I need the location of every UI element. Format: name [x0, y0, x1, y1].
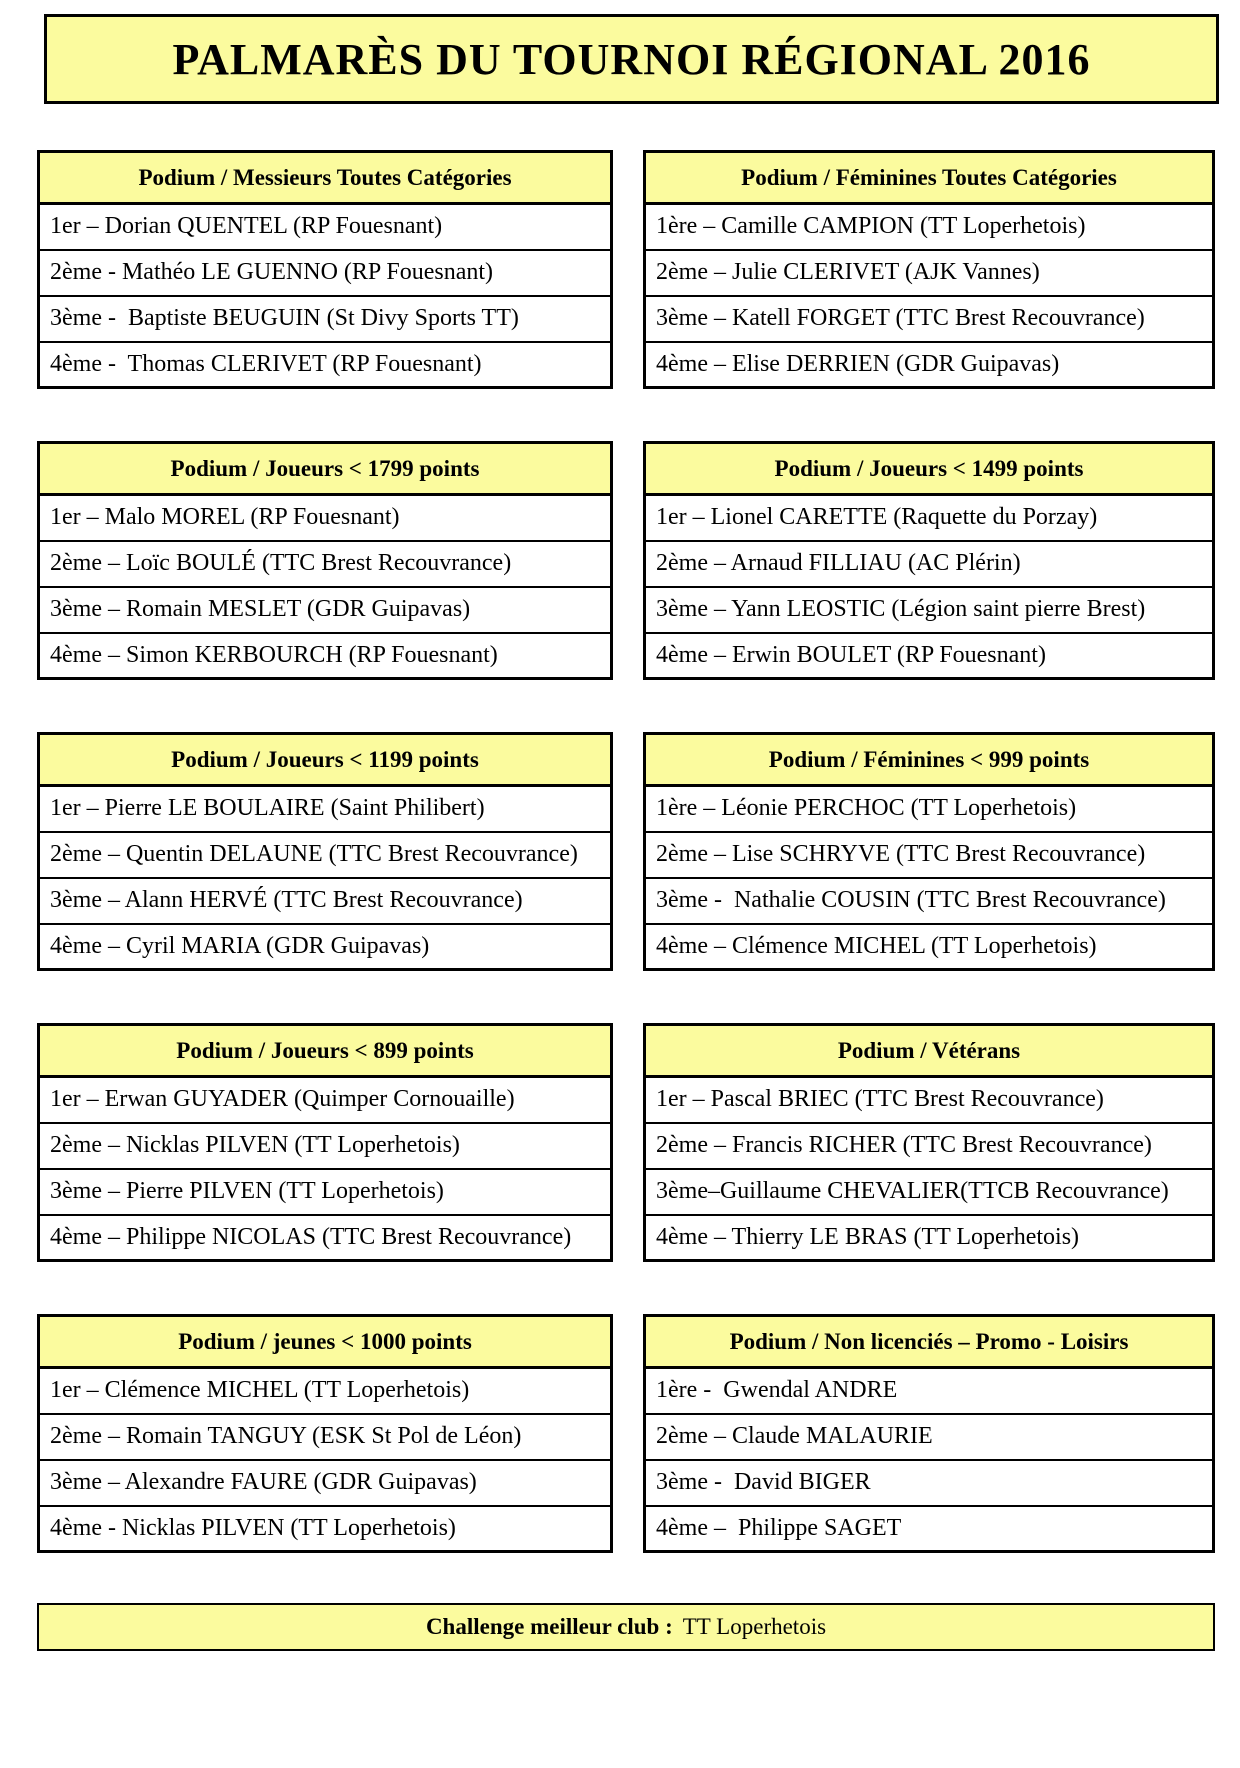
page-title-banner — [44, 14, 1219, 104]
podium-row: 1er – Dorian QUENTEL (RP Fouesnant) — [39, 204, 612, 250]
podium-row: 1er – Pierre LE BOULAIRE (Saint Philibert) — [39, 786, 612, 832]
podium-table-feminines-toutes-categories — [643, 150, 1215, 389]
podium-table-jeunes-1000 — [37, 1314, 613, 1553]
podium-table-non-licencies-promo-loisirs — [643, 1314, 1215, 1553]
podium-row: 3ème–Guillaume CHEVALIER(TTCB Recouvrance) — [645, 1169, 1214, 1215]
podium-table-joueurs-899 — [37, 1023, 613, 1262]
podium-row: 2ème – Quentin DELAUNE (TTC Brest Recouvrance) — [39, 832, 612, 878]
page-title: PALMARÈS DU TOURNOI RÉGIONAL 2016 — [172, 34, 1091, 84]
podium-row: 3ème – Alann HERVÉ (TTC Brest Recouvrance) — [39, 878, 612, 924]
podium-row: 4ème – Clémence MICHEL (TT Loperhetois) — [645, 924, 1214, 970]
podium-row: 1er – Clémence MICHEL (TT Loperhetois) — [39, 1368, 612, 1414]
best-club-value: TT Loperhetois — [682, 1614, 827, 1639]
podium-row: 1er – Pascal BRIEC (TTC Brest Recouvrance) — [645, 1077, 1214, 1123]
podium-row: 2ème – Loïc BOULÉ (TTC Brest Recouvrance) — [39, 541, 612, 587]
podium-row: 1ère - Gwendal ANDRE — [645, 1368, 1214, 1414]
podium-table-veterans — [643, 1023, 1215, 1262]
podium-row: 3ème – Yann LEOSTIC (Légion saint pierre Brest) — [645, 587, 1214, 633]
podium-table-header: Podium / Messieurs Toutes Catégories — [39, 152, 612, 204]
podium-table-feminines-999 — [643, 732, 1215, 971]
podium-row: 4ème – Thierry LE BRAS (TT Loperhetois) — [645, 1215, 1214, 1261]
podium-row: 4ème – Elise DERRIEN (GDR Guipavas) — [645, 342, 1214, 388]
podium-row: 2ème – Claude MALAURIE — [645, 1414, 1214, 1460]
podium-table-joueurs-1499 — [643, 441, 1215, 680]
podium-row: 4ème - Thomas CLERIVET (RP Fouesnant) — [39, 342, 612, 388]
podium-row: 2ème – Romain TANGUY (ESK St Pol de Léon) — [39, 1414, 612, 1460]
best-club-label: Challenge meilleur club : — [425, 1614, 673, 1639]
podium-row: 3ème – Pierre PILVEN (TT Loperhetois) — [39, 1169, 612, 1215]
podium-row: 3ème – Katell FORGET (TTC Brest Recouvrance) — [645, 296, 1214, 342]
podium-table-joueurs-1199 — [37, 732, 613, 971]
podium-table-header: Podium / Vétérans — [645, 1025, 1214, 1077]
podium-table-header: Podium / Joueurs < 899 points — [39, 1025, 612, 1077]
podium-table-header: Podium / Joueurs < 1799 points — [39, 443, 612, 495]
podium-row: 1er – Lionel CARETTE (Raquette du Porzay) — [645, 495, 1214, 541]
podium-table-header: Podium / jeunes < 1000 points — [39, 1316, 612, 1368]
best-club-banner — [37, 1603, 1215, 1651]
podium-table-header: Podium / Joueurs < 1199 points — [39, 734, 612, 786]
podium-row: 4ème – Philippe SAGET — [645, 1506, 1214, 1552]
podium-table-header: Podium / Non licenciés – Promo - Loisirs — [645, 1316, 1214, 1368]
podium-row: 2ème – Francis RICHER (TTC Brest Recouvrance) — [645, 1123, 1214, 1169]
podium-row: 2ème – Arnaud FILLIAU (AC Plérin) — [645, 541, 1214, 587]
podium-table-header: Podium / Féminines < 999 points — [645, 734, 1214, 786]
podium-row: 4ème - Nicklas PILVEN (TT Loperhetois) — [39, 1506, 612, 1552]
podium-row: 1er – Erwan GUYADER (Quimper Cornouaille) — [39, 1077, 612, 1123]
podium-row: 1ère – Léonie PERCHOC (TT Loperhetois) — [645, 786, 1214, 832]
podium-row: 1er – Malo MOREL (RP Fouesnant) — [39, 495, 612, 541]
podium-row: 1ère – Camille CAMPION (TT Loperhetois) — [645, 204, 1214, 250]
results-grid — [37, 150, 1215, 1553]
podium-row: 4ème – Simon KERBOURCH (RP Fouesnant) — [39, 633, 612, 679]
podium-row: 2ème – Nicklas PILVEN (TT Loperhetois) — [39, 1123, 612, 1169]
podium-row: 3ème – Romain MESLET (GDR Guipavas) — [39, 587, 612, 633]
podium-table-header: Podium / Joueurs < 1499 points — [645, 443, 1214, 495]
podium-table-joueurs-1799 — [37, 441, 613, 680]
podium-row: 3ème – Alexandre FAURE (GDR Guipavas) — [39, 1460, 612, 1506]
podium-row: 3ème - David BIGER — [645, 1460, 1214, 1506]
podium-table-header: Podium / Féminines Toutes Catégories — [645, 152, 1214, 204]
podium-row: 2ème - Mathéo LE GUENNO (RP Fouesnant) — [39, 250, 612, 296]
podium-row: 3ème - Nathalie COUSIN (TTC Brest Recouvrance) — [645, 878, 1214, 924]
podium-row: 4ème – Cyril MARIA (GDR Guipavas) — [39, 924, 612, 970]
podium-row: 2ème – Julie CLERIVET (AJK Vannes) — [645, 250, 1214, 296]
podium-row: 2ème – Lise SCHRYVE (TTC Brest Recouvrance) — [645, 832, 1214, 878]
podium-table-messieurs-toutes-categories — [37, 150, 613, 389]
podium-row: 3ème - Baptiste BEUGUIN (St Divy Sports TT) — [39, 296, 612, 342]
podium-row: 4ème – Philippe NICOLAS (TTC Brest Recouvrance) — [39, 1215, 612, 1261]
podium-row: 4ème – Erwin BOULET (RP Fouesnant) — [645, 633, 1214, 679]
